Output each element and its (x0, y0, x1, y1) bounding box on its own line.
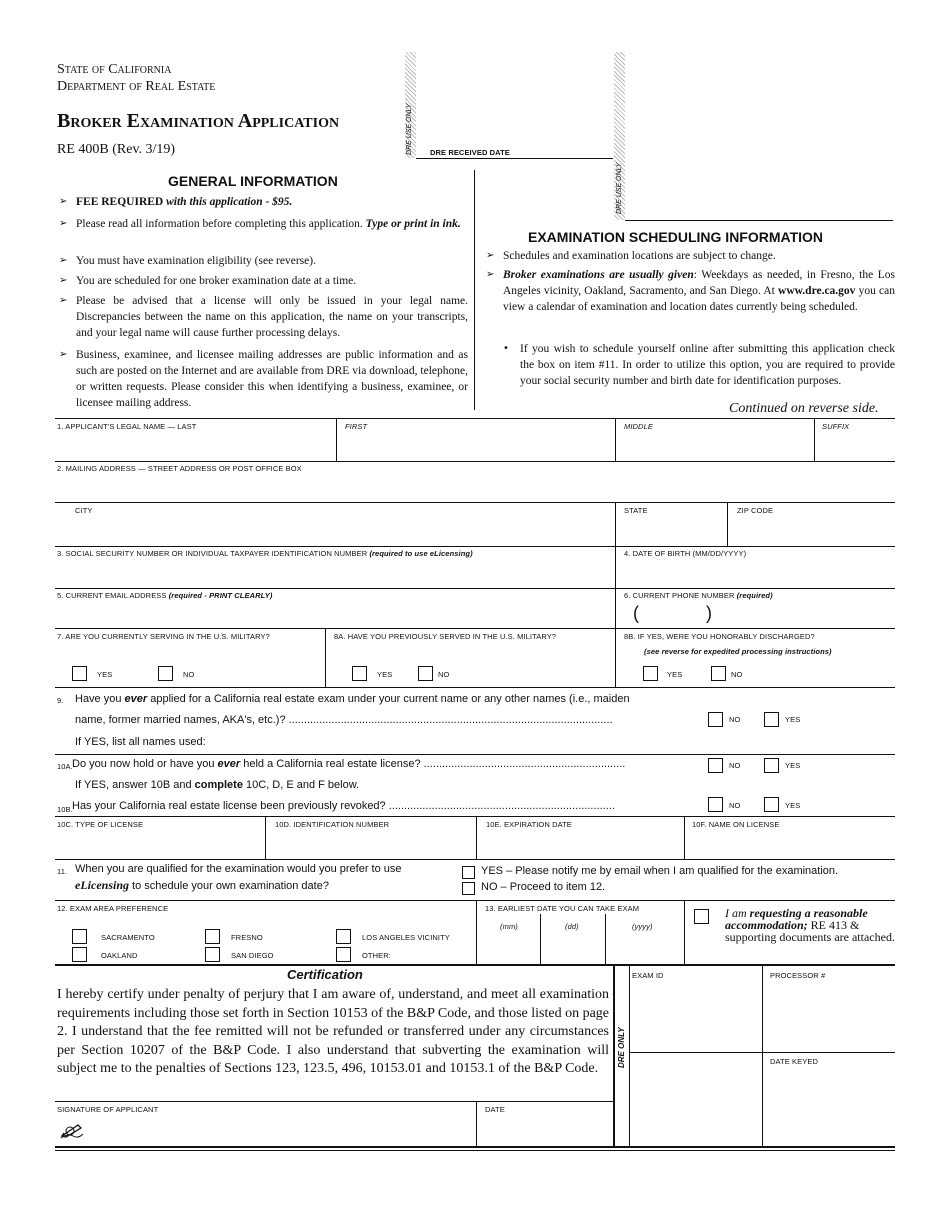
oakland-label: OAKLAND (101, 951, 138, 960)
first-name-label: FIRST (345, 422, 368, 431)
q9-names-field[interactable] (230, 734, 710, 750)
q8a-no-checkbox[interactable] (418, 666, 433, 681)
form-number: RE 400B (Rev. 3/19) (57, 142, 176, 157)
other-area-field[interactable] (395, 947, 473, 961)
earliest-year-field[interactable] (607, 934, 683, 962)
oakland-checkbox[interactable] (72, 947, 87, 962)
dre-only-box (613, 964, 895, 1146)
department-name: Department of Real Estate (57, 79, 216, 94)
q8b-no-label: NO (731, 670, 743, 679)
legal-name-field[interactable] (55, 432, 895, 460)
q7-yes-checkbox[interactable] (72, 666, 87, 681)
mailing-address-item: ➢ Business, examinee, and licensee mailing addresses are public information and as such are posted on the Internet and are available from DRE via download, telephone, or written requests. Please consider this when identifying a business, examinee, or licensee mailing address. (59, 349, 468, 409)
phone-paren-close: ) (706, 603, 712, 623)
q9-number: 9. (57, 696, 64, 705)
sacramento-checkbox[interactable] (72, 929, 87, 944)
q8a-yes-checkbox[interactable] (352, 666, 367, 681)
mailing-address-label: 2. MAILING ADDRESS — STREET ADDRESS OR POST OFFICE BOX (57, 464, 302, 473)
earliest-date-label: 13. EARLIEST DATE YOU CAN TAKE EXAM (485, 904, 640, 913)
q7-no-checkbox[interactable] (158, 666, 173, 681)
dre-use-only-label: DRE USE ONLY (406, 103, 413, 155)
accommodation-checkbox[interactable] (694, 909, 709, 924)
accommodation-text: I am requesting a reasonable accommodation; RE 413 & supporting documents are attached. (725, 906, 895, 944)
city-label: CITY (75, 506, 93, 515)
certification-title: Certification (287, 967, 363, 982)
expiration-date-field[interactable] (478, 830, 682, 857)
date-of-birth-field[interactable] (617, 559, 895, 586)
email-label: 5. CURRENT EMAIL ADDRESS (required - PRINT CLEARLY) (57, 591, 273, 600)
exam-locations-item: ➢ Broker examinations are usually given: Weekdays as needed, in Fresno, the Los Angeles vicinity, Oakland, Sacramento, and San Diego. At www.dre.ca.gov you can view a calendar of examination and location dates currently being scheduled. (486, 269, 895, 313)
phone-field[interactable] (645, 601, 895, 626)
month-label: (mm) (500, 922, 518, 931)
other-area-label: OTHER: (362, 951, 391, 960)
q11-no-label: NO – Proceed to item 12. (481, 881, 606, 893)
fresno-label: FRESNO (231, 933, 263, 942)
q10b-yes-checkbox[interactable] (764, 797, 779, 812)
signature-label: SIGNATURE OF APPLICANT (57, 1105, 159, 1114)
exam-scheduling-title: EXAMINATION SCHEDULING INFORMATION (528, 229, 824, 245)
q8b-yes-checkbox[interactable] (643, 666, 658, 681)
q9-text-2: name, former married names, AKA's, etc.)? .......................................................................................................... (75, 714, 613, 726)
online-schedule-item: • If you wish to schedule yourself online after submitting this application check the box on item #11. In order to utilize this option, you are required to provide your social security number and birth date for identification purposes. (503, 343, 895, 387)
q10b-no-checkbox[interactable] (708, 797, 723, 812)
military-serving-label: 7. ARE YOU CURRENTLY SERVING IN THE U.S. MILITARY? (57, 632, 270, 641)
q9-yes-label: YES (785, 715, 801, 724)
earliest-month-field[interactable] (478, 934, 539, 962)
middle-name-label: MIDDLE (624, 422, 653, 431)
signature-date-field[interactable] (478, 1117, 611, 1145)
ssn-field[interactable] (55, 559, 613, 586)
q9-text: Have you ever applied for a California real estate exam under your current name or any other names (i.e., maiden (75, 693, 630, 705)
other-area-checkbox[interactable] (336, 947, 351, 962)
state-name: State of California (57, 62, 172, 77)
q9-names-label: If YES, list all names used: (75, 736, 206, 748)
q10b-no-label: NO (729, 801, 741, 810)
identification-number-label: 10D. IDENTIFICATION NUMBER (275, 820, 390, 829)
q7-yes-label: YES (97, 670, 113, 679)
q8a-no-label: NO (438, 670, 450, 679)
continued-note: Continued on reverse side. (729, 401, 879, 416)
identification-number-field[interactable] (267, 830, 474, 857)
los-angeles-label: LOS ANGELES VICINITY (362, 933, 450, 942)
license-type-label: 10C. TYPE OF LICENSE (57, 820, 144, 829)
schedule-change-item: ➢ Schedules and examination locations are subject to change. (486, 250, 776, 262)
day-label: (dd) (565, 922, 579, 931)
q9-no-label: NO (729, 715, 741, 724)
q11-number: 11. (57, 867, 68, 876)
q10a-yes-checkbox[interactable] (764, 758, 779, 773)
q7-no-label: NO (183, 670, 195, 679)
signature-date-label: DATE (485, 1105, 505, 1114)
honorable-discharge-label: 8B. IF YES, WERE YOU HONORABLY DISCHARGED? (624, 632, 815, 641)
q11-text-2: eLicensing to schedule your own examination date? (75, 878, 329, 892)
los-angeles-checkbox[interactable] (336, 929, 351, 944)
q8b-yes-label: YES (667, 670, 683, 679)
ssn-label: 3. SOCIAL SECURITY NUMBER OR INDIVIDUAL TAXPAYER IDENTIFICATION NUMBER (required to use eLicensing) (57, 549, 473, 558)
expiration-date-label: 10E. EXPIRATION DATE (486, 820, 572, 829)
date-keyed-label: DATE KEYED (770, 1057, 818, 1066)
earliest-day-field[interactable] (542, 934, 604, 962)
q10a-instructions: If YES, answer 10B and complete 10C, D, E and F below. (75, 779, 360, 791)
exam-area-label: 12. EXAM AREA PREFERENCE (57, 904, 169, 913)
dre-use-only-label-2: DRE USE ONLY (616, 162, 623, 214)
q10a-text: Do you now hold or have you ever held a California real estate license? .................................................................. (72, 758, 626, 770)
san-diego-label: SAN DIEGO (231, 951, 274, 960)
legal-name-item: ➢ Please be advised that a license will only be issued in your legal name. Discrepancies between the name on this application, the name on your transcripts, and your legal name will cause further processing delays. (59, 295, 468, 339)
suffix-label: SUFFIX (822, 422, 850, 431)
exam-id-label: EXAM ID (632, 971, 664, 980)
date-of-birth-label: 4. DATE OF BIRTH (MM/DD/YYYY) (624, 549, 747, 558)
phone-label: 6. CURRENT PHONE NUMBER (required) (624, 591, 773, 600)
processor-label: PROCESSOR # (770, 971, 826, 980)
license-type-field[interactable] (55, 830, 263, 857)
q9-no-checkbox[interactable] (708, 712, 723, 727)
name-on-license-field[interactable] (686, 830, 895, 857)
mailing-address-field[interactable] (55, 474, 895, 500)
q11-yes-checkbox[interactable] (462, 866, 475, 879)
legal-name-last-label: 1. APPLICANT'S LEGAL NAME — LAST (57, 422, 197, 431)
name-on-license-label: 10F. NAME ON LICENSE (692, 820, 780, 829)
general-information-title: GENERAL INFORMATION (168, 173, 338, 189)
q10a-yes-label: YES (785, 761, 801, 770)
read-info-item: ➢ Please read all information before completing this application. Type or print in ink. (59, 218, 461, 230)
fresno-checkbox[interactable] (205, 929, 220, 944)
q8a-yes-label: YES (377, 670, 393, 679)
state-label: STATE (624, 506, 648, 515)
zip-code-label: ZIP CODE (737, 506, 774, 515)
eligibility-item: ➢ You must have examination eligibility (see reverse). (59, 255, 316, 267)
fee-required-item: ➢ FEE REQUIRED with this application - $95. (59, 196, 293, 208)
phone-paren-open: ( (633, 603, 639, 623)
city-state-zip-field[interactable] (55, 516, 895, 544)
q8b-no-checkbox[interactable] (711, 666, 726, 681)
military-served-label: 8A. HAVE YOU PREVIOUSLY SERVED IN THE U.S. MILITARY? (334, 632, 557, 641)
one-date-item: ➢ You are scheduled for one broker examination date at a time. (59, 275, 357, 287)
signature-field[interactable] (92, 1117, 474, 1145)
q10a-no-checkbox[interactable] (708, 758, 723, 773)
form-title: Broker Examination Application (57, 110, 340, 132)
q11-yes-label: YES – Please notify me by email when I am qualified for the examination. (481, 865, 839, 877)
q11-no-checkbox[interactable] (462, 882, 475, 895)
q10b-number: 10B. (57, 805, 73, 814)
q10b-yes-label: YES (785, 801, 801, 810)
q10a-number: 10A. (57, 762, 73, 771)
sacramento-label: SACRAMENTO (101, 933, 155, 942)
certification-text: I hereby certify under penalty of perjury that I am aware of, understand, and meet all examination requirements including those set forth in Section 10153 of the B&P Code, and those listed on page 2. I understand that the fee remitted will not be refunded or transferred under any circumstances per Section 10207 of the B&P Code. I also understand that subverting the examination will subject me to the penalties of Sections 123, 123.5, 496, 10153.01 and 10153.1 of the B&P Code. (57, 987, 610, 1076)
expedited-note: (see reverse for expedited processing instructions) (644, 647, 832, 656)
pen-icon (60, 1121, 84, 1139)
q10a-no-label: NO (729, 761, 741, 770)
q9-yes-checkbox[interactable] (764, 712, 779, 727)
san-diego-checkbox[interactable] (205, 947, 220, 962)
q11-text: When you are qualified for the examination would you prefer to use (75, 863, 402, 875)
dre-received-date-label: DRE RECEIVED DATE (430, 148, 510, 157)
year-label: (yyyy) (632, 922, 653, 931)
q10b-text: Has your California real estate license been previously revoked? .......................................................................... (72, 800, 615, 812)
email-field[interactable] (55, 601, 613, 626)
dre-only-label: DRE ONLY (617, 1027, 626, 1068)
